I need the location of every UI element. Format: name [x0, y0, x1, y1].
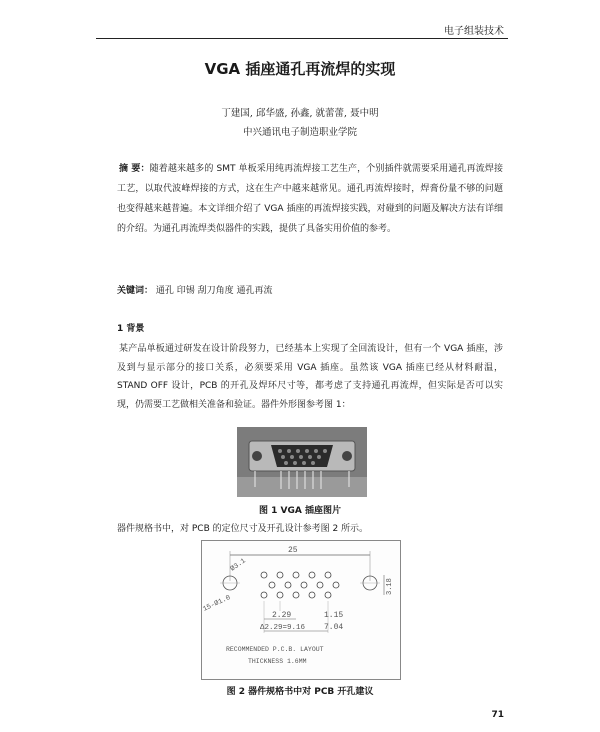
journal-header: 电子组装技术 — [444, 26, 504, 37]
keywords — [117, 283, 272, 296]
authors: 丁建国, 邱华盛, 孙鑫, 就蕾蕾, 聂中明 — [221, 108, 379, 119]
abstract-text: 随着越来越多的 SMT 单板采用纯再流焊接工艺生产，个别插件就需要采用通孔再流焊接工艺，以取代波峰焊接的方式，这在生产中越来越常见。通孔再流焊接时，焊膏份量不够的问题也变得越来越普遍。本文详细介绍了 VGA 插座的再流焊接实践，对碰到的问题及解决方法有详细的介绍。为通孔再流焊类似器件的实践，提供了具备实用价值的参考。 — [117, 164, 503, 234]
dim-25: 25 — [288, 546, 298, 555]
figure-2-caption: 图 2 器件规格书中对 PCB 开孔建议 — [226, 687, 374, 697]
figure-1-caption: 图 1 VGA 插座图片 — [259, 506, 341, 516]
body-paragraph-2: 器件规格书中，对 PCB 的定位尺寸及开孔设计参考图 2 所示。 — [117, 524, 369, 534]
vga-socket-photo — [237, 427, 367, 497]
keywords-label: 关键词： — [117, 286, 154, 296]
layout-note-2: THICKNESS 1.6MM — [248, 658, 307, 665]
dim-2-29: 2.29 — [272, 611, 292, 620]
abstract — [117, 159, 503, 239]
paper-title: VGA 插座通孔再流焊的实现 — [204, 60, 396, 78]
page-number: 71 — [491, 710, 504, 720]
dim-1-15: 1.15 — [324, 611, 344, 620]
pcb-layout-drawing — [201, 540, 401, 680]
header-rule — [96, 38, 508, 39]
dim-3-18: 3.18 — [386, 578, 394, 595]
abstract-label: 摘 要： — [119, 164, 150, 174]
dim-pin-holes: 15-Ø1.0 — [202, 594, 232, 614]
section-heading-background: 1 背景 — [117, 324, 145, 334]
body-paragraph-1: 某产品单板通过研发在设计阶段努力，已经基本上实现了全回流设计，但有一个 VGA 插座，涉及到与显示部分的接口关系，必须要采用 VGA 插座。虽然该 VGA 插座已经从材料耐温，STAND OFF 设计，PCB 的开孔及焊环尺寸等，都考虑了支持通孔再流焊，但实际是否可以实现，仍需要工艺做相关准备和验证。器件外形图参考图 1： — [117, 344, 503, 410]
dim-7-04: 7.04 — [324, 623, 344, 632]
layout-note-1: RECOMMENDED P.C.B. LAYOUT — [226, 646, 324, 653]
dim-9-16: Δ2.29=9.16 — [260, 624, 306, 632]
affiliation: 中兴通讯电子制造职业学院 — [242, 127, 357, 138]
keywords-text: 通孔 印锡 刮刀角度 通孔再流 — [155, 286, 273, 296]
dim-hole-3-1: Ø3.1 — [229, 557, 248, 574]
